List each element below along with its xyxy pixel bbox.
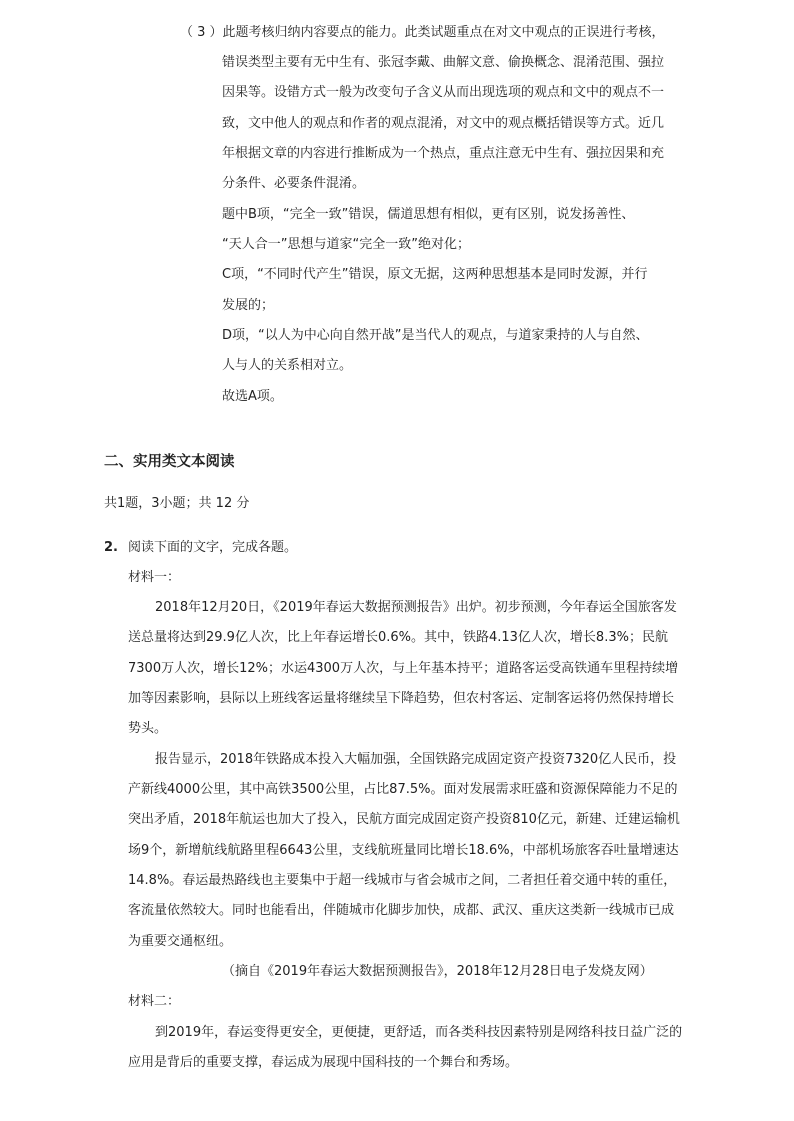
analysis-line: 发展的； [222,298,275,313]
analysis-line: 故选A项。 [222,389,283,404]
material1-line: 为重要交通枢纽。 [128,934,233,949]
material1-line: 客流量依然较大。同时也能看出，伴随城市化脚步加快，成都、武汉、重庆这类新一线城市已成 [128,903,675,918]
material2-line: 应用是背后的重要支撑，春运成为展现中国科技的一个舞台和秀场。 [128,1055,519,1070]
analysis-line: 致，文中他人的观点和作者的观点混淆，对文中的观点概括错误等方式。近几 [222,116,665,131]
question-prompt: 阅读下面的文字，完成各题。 [128,540,298,555]
material1-line: 2018年12月20日，《2019年春运大数据预测报告》出炉。初步预测，今年春运全国旅客发 [155,600,677,615]
material1-line: 产新线4000公里，其中高铁3500公里，占比87.5%。面对发展需求旺盛和资源保障能力不足的 [128,782,678,797]
analysis-line: 因果等。设错方式一般为改变句子含义从而出现选项的观点和文中的观点不一 [222,85,665,100]
material1-line: 报告显示，2018年铁路成本投入大幅加强，全国铁路完成固定资产投资7320亿人民币，投 [155,752,677,767]
material1-source: （摘自《2019年春运大数据预测报告》，2018年12月28日电子发烧友网） [222,964,653,979]
analysis-line: 分条件、必要条件混淆。 [222,176,366,191]
analysis-line: 年根据文章的内容进行推断成为一个热点，重点注意无中生有、强拉因果和充 [222,146,665,161]
material1-line: 势头。 [128,721,168,736]
analysis-line: “天人合一”思想与道家“完全一致”绝对化； [222,237,470,252]
section-summary: 共1题，3小题；共 12 分 [104,496,250,511]
analysis-line: D项，“以人为中心向自然开战”是当代人的观点，与道家秉持的人与自然、 [222,328,649,343]
material1-line: 送总量将达到29.9亿人次，比上年春运增长0.6%。其中，铁路4.13亿人次，增长8.3%；民航 [128,630,668,645]
section-heading: 二、实用类文本阅读 [104,454,235,470]
material1-line: 突出矛盾，2018年航运也加大了投入，民航方面完成固定资产投资810亿元，新建、迁建运输机 [128,812,680,827]
material1-line: 场9个，新增航线航路里程6643公里，支线航班量同比增长18.6%，中部机场旅客吞吐量增速达 [128,843,679,858]
material2-label: 材料二： [128,994,181,1009]
analysis-line: 人与人的关系相对立。 [222,358,353,373]
analysis-line: 错误类型主要有无中生有、张冠李戴、曲解文意、偷换概念、混淆范围、强拉 [222,55,665,70]
material1-line: 7300万人次，增长12%；水运4300万人次，与上年基本持平；道路客运受高铁通车里程持续增 [128,661,679,676]
analysis-line: C项，“不同时代产生”错误，原文无据，这两种思想基本是同时发源，并行 [222,267,648,282]
material1-line: 加等因素影响，县际以上班线客运量将继续呈下降趋势，但农村客运、定制客运将仍然保持增长 [128,691,675,706]
material1-label: 材料一： [128,570,181,585]
question-number: 2. [104,540,118,555]
analysis-line: （ 3 ）此题考核归纳内容要点的能力。此类试题重点在对文中观点的正误进行考核， [180,25,665,40]
material1-line: 14.8%。春运最热路线也主要集中于超一线城市与省会城市之间，二者担任着交通中转的重任， [128,873,677,888]
analysis-line: 题中B项，“完全一致”错误，儒道思想有相似，更有区别，说发扬善性、 [222,207,635,222]
material2-line: 到2019年，春运变得更安全，更便捷，更舒适，而各类科技因素特别是网络科技日益广泛的 [155,1025,683,1040]
